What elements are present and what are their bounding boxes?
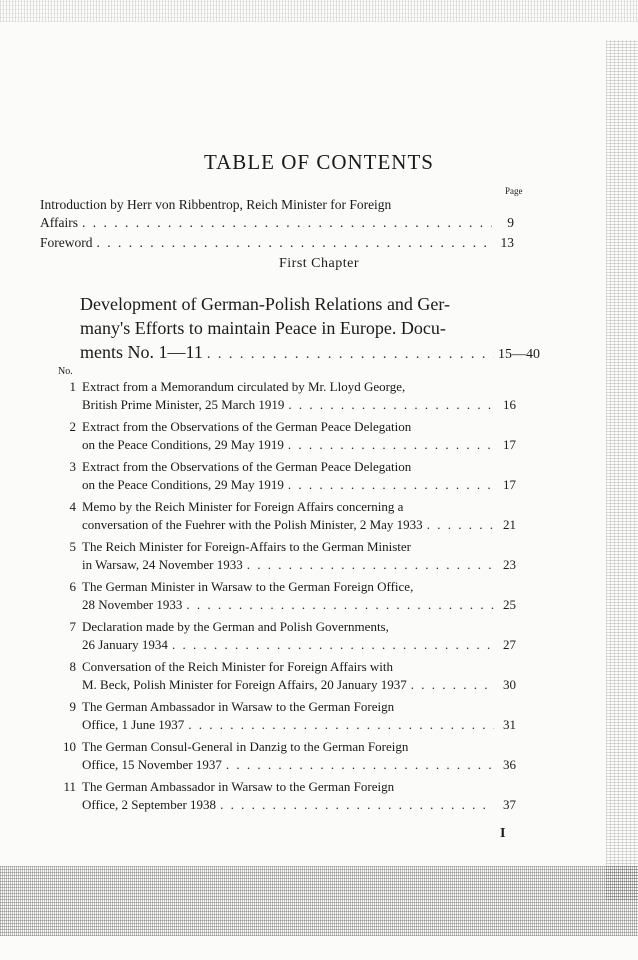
chapter-label: First Chapter — [279, 256, 359, 271]
entry-page: 17 — [503, 477, 516, 492]
dot-leader — [186, 596, 494, 614]
document-number: 1 — [69, 379, 76, 394]
document-number: 4 — [69, 499, 76, 514]
scan-noise-top — [0, 0, 638, 22]
entry-page: 21 — [503, 517, 516, 532]
entry-page: 25 — [503, 597, 516, 612]
toc-document-entry[interactable] — [62, 498, 516, 534]
entry-text: Conversation of the Reich Minister for Foreign Affairs with — [82, 659, 393, 674]
document-number: 8 — [69, 659, 76, 674]
entry-text: Office, 1 June 1937 — [82, 717, 185, 732]
chapter-title-line: ments No. 1—11 — [80, 342, 203, 362]
dot-leader — [247, 556, 494, 574]
entry-text: Extract from the Observations of the German Peace Delegation — [82, 419, 412, 434]
document-number: 11 — [63, 779, 76, 794]
document-number: 7 — [69, 619, 76, 634]
entry-text: Office, 2 September 1938 — [82, 797, 217, 812]
toc-document-entry[interactable] — [62, 738, 516, 774]
document-number: 10 — [63, 739, 76, 754]
document-number: 5 — [69, 539, 76, 554]
dot-leader — [207, 343, 494, 367]
toc-document-entry[interactable] — [62, 578, 516, 614]
toc-document-entry[interactable] — [62, 778, 516, 814]
document-number: 9 — [69, 699, 76, 714]
entry-text: Affairs — [40, 215, 78, 230]
entry-page: 17 — [503, 437, 516, 452]
toc-entry-foreword[interactable] — [40, 234, 514, 252]
number-column-label: No. — [58, 366, 73, 377]
entry-text: on the Peace Conditions, 29 May 1919 — [82, 477, 284, 492]
dot-leader — [172, 636, 494, 654]
entry-page: 9 — [507, 215, 514, 230]
entry-page: 31 — [503, 717, 516, 732]
entry-page: 13 — [500, 235, 514, 250]
dot-leader — [220, 796, 494, 814]
entry-text: M. Beck, Polish Minister for Foreign Affairs, 20 January 1937 — [82, 677, 407, 692]
dot-leader — [427, 516, 494, 534]
page-number: I — [500, 826, 506, 841]
scan-noise-bottom — [0, 866, 638, 936]
entry-text: The German Ambassador in Warsaw to the German Foreign — [82, 699, 395, 714]
dot-leader — [288, 436, 494, 454]
chapter-title-line: many's Efforts to maintain Peace in Europe. Docu- — [80, 318, 446, 338]
document-number: 6 — [69, 579, 76, 594]
entry-page: 37 — [503, 797, 516, 812]
page-column-label: Page — [505, 186, 523, 196]
toc-entry-introduction[interactable] — [40, 196, 514, 232]
document-number: 3 — [69, 459, 76, 474]
entry-text: The German Ambassador in Warsaw to the German Foreign — [82, 779, 395, 794]
entry-text: conversation of the Fuehrer with the Polish Minister, 2 May 1933 — [82, 517, 423, 532]
entry-text: Declaration made by the German and Polish Governments, — [82, 619, 389, 634]
entry-text: 26 January 1934 — [82, 637, 168, 652]
dot-leader — [288, 476, 494, 494]
entry-text: The German Minister in Warsaw to the German Foreign Office, — [82, 579, 414, 594]
entry-text: in Warsaw, 24 November 1933 — [82, 557, 243, 572]
toc-document-entry[interactable] — [62, 698, 516, 734]
entry-text: The German Consul-General in Danzig to the German Foreign — [82, 739, 409, 754]
entry-page: 36 — [503, 757, 516, 772]
toc-document-entry[interactable] — [62, 658, 516, 694]
dot-leader — [97, 234, 493, 252]
entry-text: 28 November 1933 — [82, 597, 183, 612]
dot-leader — [226, 756, 494, 774]
chapter-title-line: Development of German-Polish Relations and Ger- — [80, 294, 451, 314]
page-title: TABLE OF CONTENTS — [204, 150, 434, 174]
entry-text: Extract from the Observations of the German Peace Delegation — [82, 459, 412, 474]
dot-leader — [188, 716, 494, 734]
entry-page: 16 — [503, 397, 516, 412]
entry-page: 27 — [503, 637, 516, 652]
entry-page: 30 — [503, 677, 516, 692]
entry-text: on the Peace Conditions, 29 May 1919 — [82, 437, 284, 452]
dot-leader — [288, 396, 494, 414]
entry-text: British Prime Minister, 25 March 1919 — [82, 397, 285, 412]
chapter-pages: 15—40 — [498, 347, 540, 362]
toc-document-entry[interactable] — [62, 458, 516, 494]
toc-document-entry[interactable] — [62, 538, 516, 574]
toc-document-entry[interactable] — [62, 618, 516, 654]
entry-page: 23 — [503, 557, 516, 572]
dot-leader — [82, 214, 492, 232]
entry-text: The Reich Minister for Foreign-Affairs to the German Minister — [82, 539, 412, 554]
entry-text: Extract from a Memorandum circulated by Mr. Lloyd George, — [82, 379, 406, 394]
document-number: 2 — [69, 419, 76, 434]
chapter-title[interactable] — [80, 292, 540, 367]
toc-document-entry[interactable] — [62, 378, 516, 414]
entry-text: Introduction by Herr von Ribbentrop, Reich Minister for Foreign — [40, 197, 392, 212]
dot-leader — [411, 676, 494, 694]
entry-text: Office, 15 November 1937 — [82, 757, 222, 772]
entry-text: Foreword — [40, 235, 93, 250]
toc-document-entry[interactable] — [62, 418, 516, 454]
entry-text: Memo by the Reich Minister for Foreign Affairs concerning a — [82, 499, 404, 514]
